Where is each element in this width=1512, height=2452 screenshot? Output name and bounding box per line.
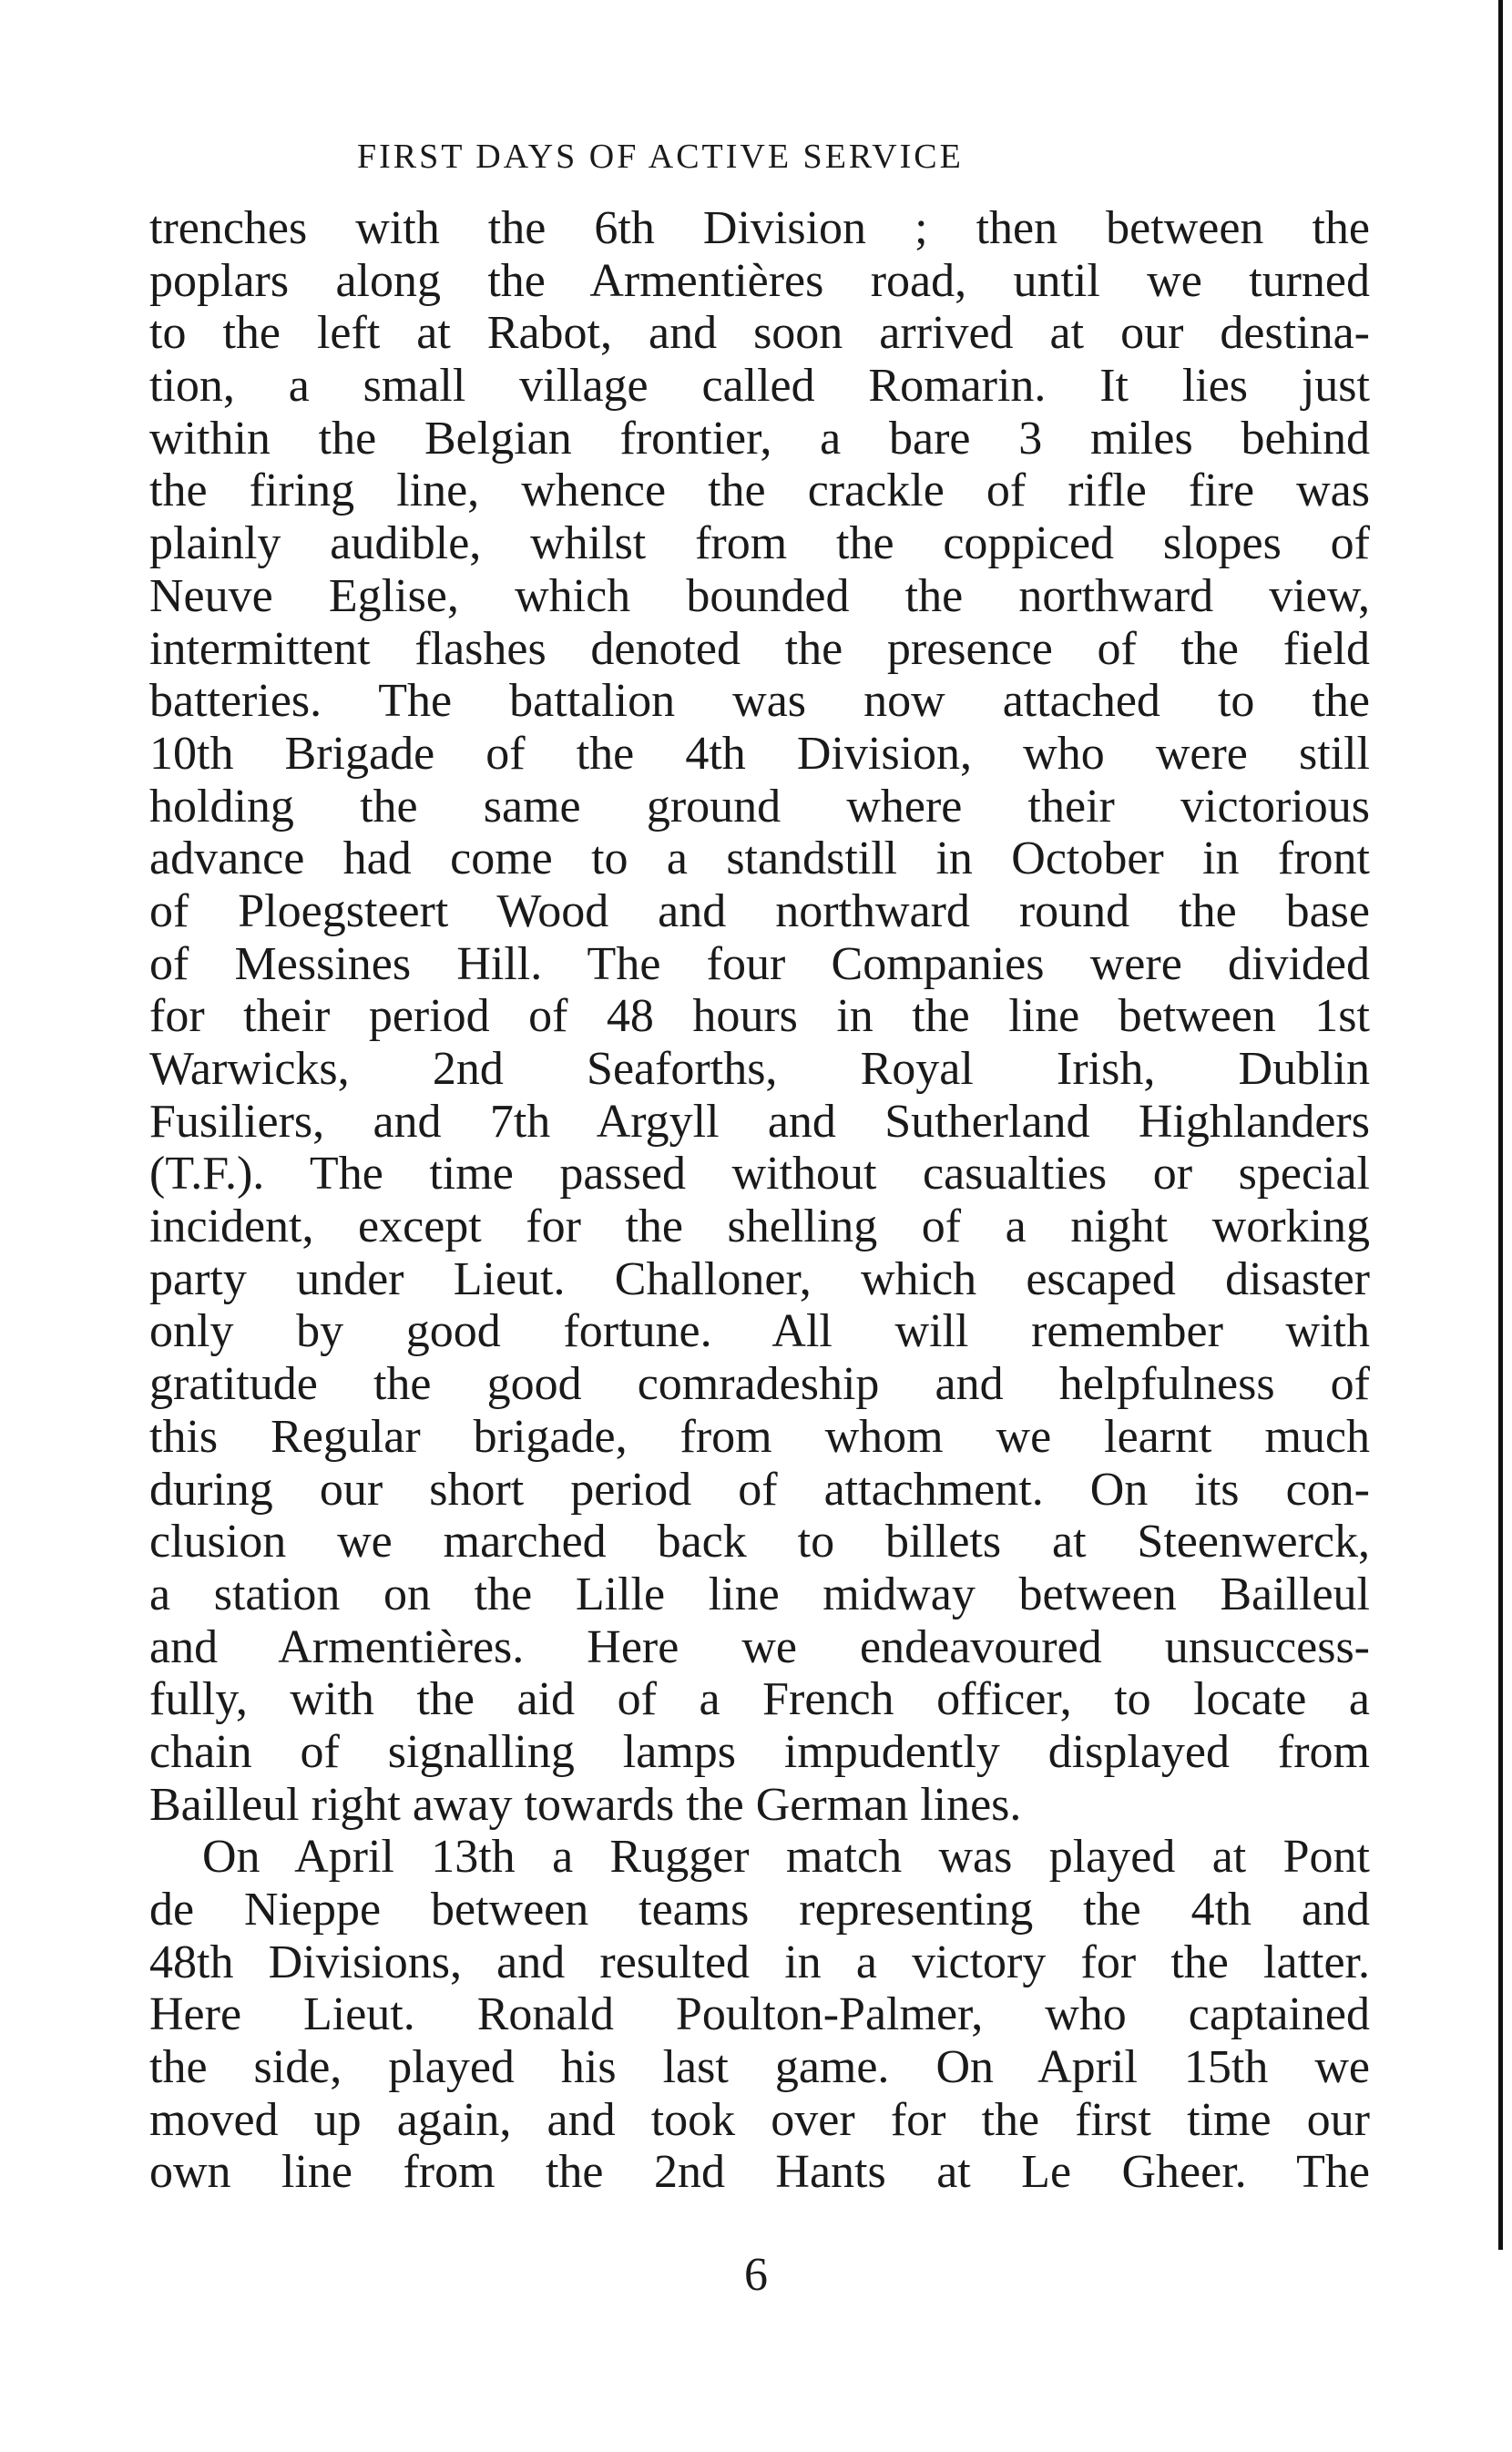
- text-line: advance had come to a standstill in October in front: [149, 833, 1370, 885]
- text-line: (T.F.). The time passed without casualties or special: [149, 1148, 1370, 1200]
- text-line: during our short period of attachment. On its con-: [149, 1463, 1370, 1516]
- text-line: intermittent flashes denoted the presence of the field: [149, 622, 1370, 675]
- text-line: chain of signalling lamps impudently displayed from: [149, 1725, 1370, 1778]
- text-line: 10th Brigade of the 4th Division, who were still: [149, 727, 1370, 780]
- text-line: holding the same ground where their victorious: [149, 780, 1370, 833]
- page-number: 6: [744, 2249, 768, 2301]
- text-line: batteries. The battalion was now attached to the: [149, 675, 1370, 728]
- text-line: of Ploegsteert Wood and northward round the base: [149, 884, 1370, 937]
- text-line: only by good fortune. All will remember with: [149, 1305, 1370, 1358]
- text-line: the side, played his last game. On April 15th we: [149, 2041, 1370, 2094]
- text-line: de Nieppe between teams representing the 4th and: [149, 1884, 1370, 1936]
- text-line: incident, except for the shelling of a night working: [149, 1200, 1370, 1253]
- text-line: fully, with the aid of a French officer, to locate a: [149, 1673, 1370, 1726]
- text-line: and Armentières. Here we endeavoured unsuccess-: [149, 1620, 1370, 1673]
- text-line: plainly audible, whilst from the coppiced slopes of: [149, 517, 1370, 570]
- running-head: FIRST DAYS OF ACTIVE SERVICE: [357, 138, 964, 176]
- text-line: the firing line, whence the crackle of rifle fire was: [149, 465, 1370, 517]
- text-line: moved up again, and took over for the first time our: [149, 2093, 1370, 2146]
- text-line: Fusiliers, and 7th Argyll and Sutherland Highlanders: [149, 1095, 1370, 1148]
- text-line: of Messines Hill. The four Companies were divided: [149, 937, 1370, 990]
- text-line: party under Lieut. Challoner, which escaped disaster: [149, 1252, 1370, 1305]
- text-line: to the left at Rabot, and soon arrived at our destina-: [149, 307, 1370, 360]
- body-text: [149, 202, 1370, 2199]
- text-line: for their period of 48 hours in the line between 1st: [149, 990, 1370, 1043]
- text-line: 48th Divisions, and resulted in a victory for the latter.: [149, 1936, 1370, 1988]
- text-line: own line from the 2nd Hants at Le Gheer. The: [149, 2146, 1370, 2199]
- text-line: On April 13th a Rugger match was played at Pont: [202, 1831, 1370, 1884]
- text-line: trenches with the 6th Division ; then between the: [149, 202, 1370, 254]
- text-line: Bailleul right away towards the German lines.: [149, 1778, 1022, 1831]
- text-line: Warwicks, 2nd Seaforths, Royal Irish, Dublin: [149, 1043, 1370, 1095]
- text-line: a station on the Lille line midway between Bailleul: [149, 1568, 1370, 1620]
- text-line: Here Lieut. Ronald Poulton-Palmer, who captained: [149, 1988, 1370, 2041]
- text-line: this Regular brigade, from whom we learnt much: [149, 1410, 1370, 1463]
- text-line: Neuve Eglise, which bounded the northward view,: [149, 569, 1370, 622]
- text-line: tion, a small village called Romarin. It lies just: [149, 360, 1370, 413]
- text-line: within the Belgian frontier, a bare 3 miles behind: [149, 412, 1370, 465]
- paragraph: [149, 202, 1370, 1831]
- page-edge-rule: [1498, 0, 1503, 2250]
- text-line: gratitude the good comradeship and helpfulness of: [149, 1358, 1370, 1411]
- text-line: clusion we marched back to billets at Steenwerck,: [149, 1516, 1370, 1568]
- text-line: poplars along the Armentières road, until we turned: [149, 254, 1370, 307]
- paragraph: [149, 1831, 1370, 2199]
